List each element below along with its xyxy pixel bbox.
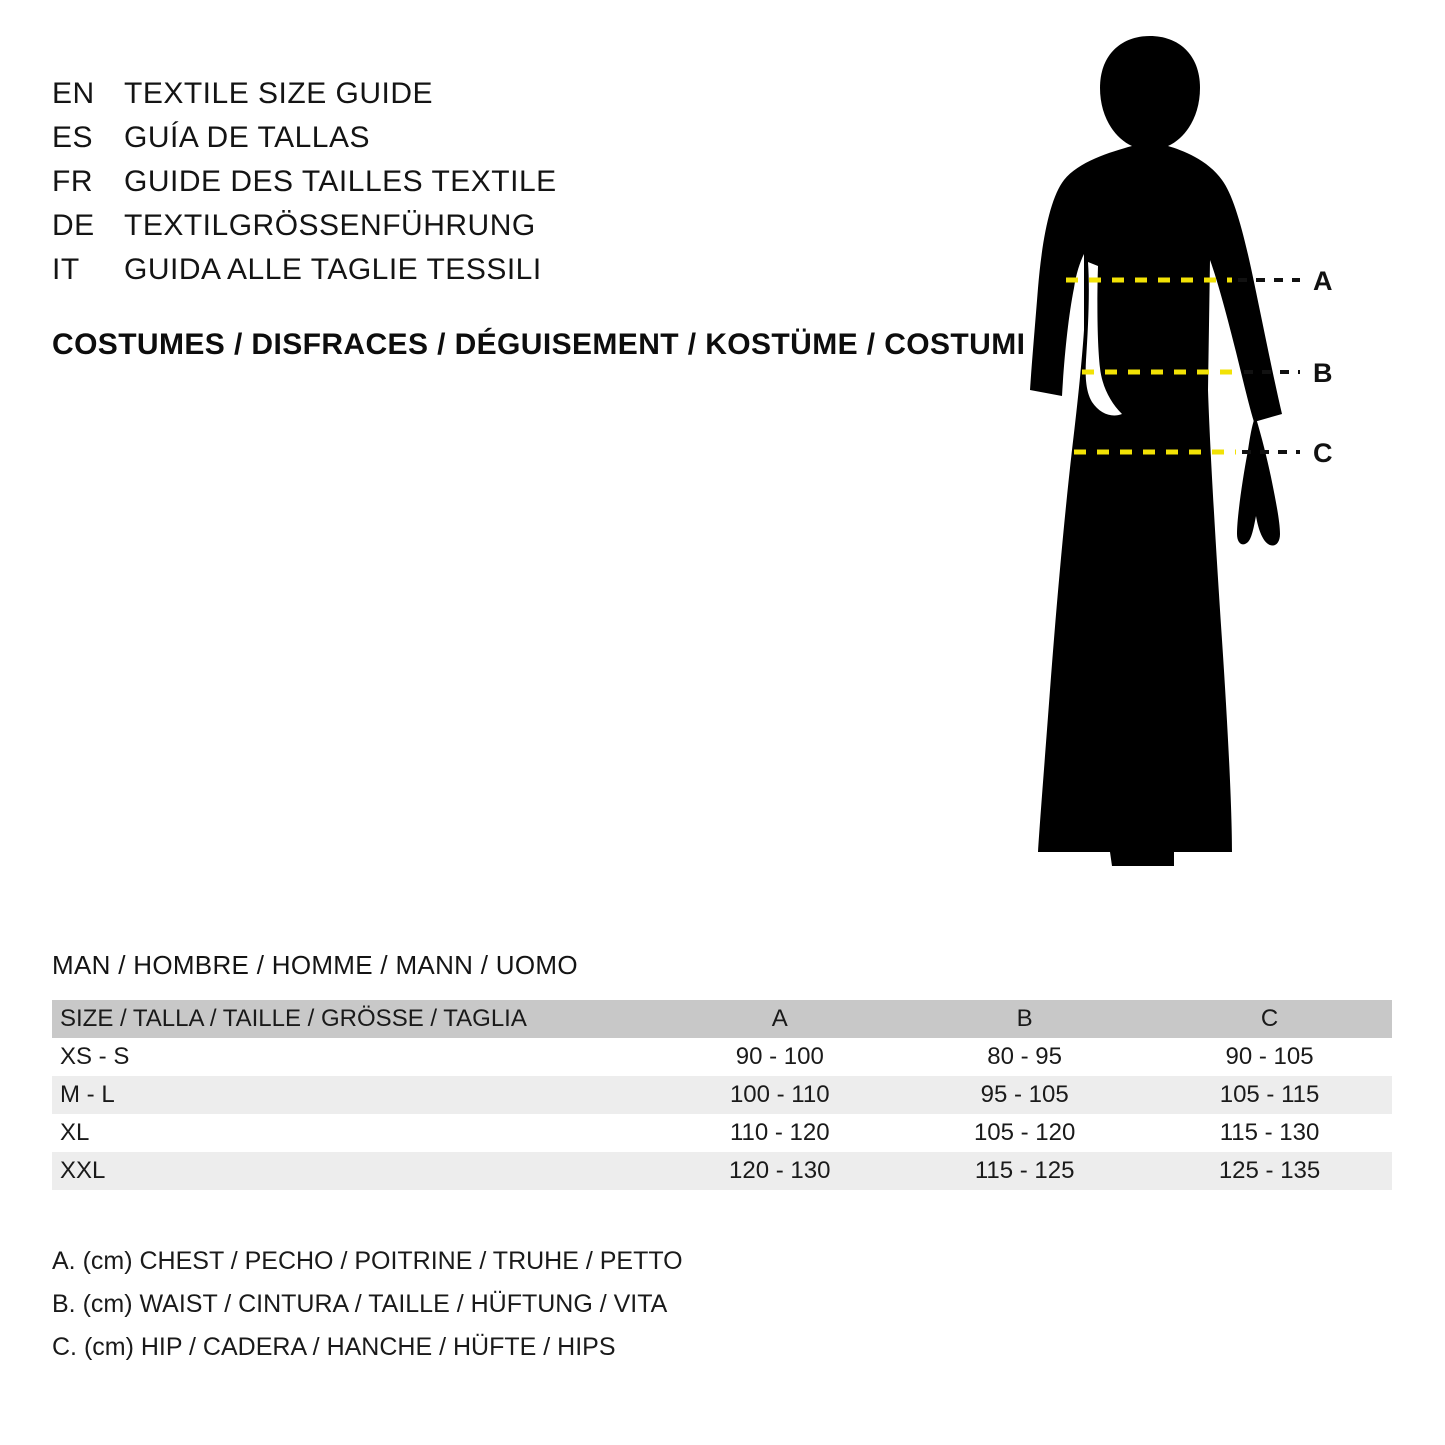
measurement-legend <box>52 1240 683 1369</box>
language-guide-list <box>52 72 972 292</box>
cell-b: 80 - 95 <box>987 1043 1062 1070</box>
cell-c: 105 - 115 <box>1219 1081 1320 1108</box>
language-text-de: TEXTILGRÖSSENFÜHRUNG <box>124 209 536 242</box>
cell-a: 110 - 120 <box>729 1119 830 1146</box>
body-figure <box>960 30 1380 900</box>
cell-c: 115 - 130 <box>1219 1119 1320 1146</box>
language-row-en <box>52 72 972 116</box>
category-title: COSTUMES / DISFRACES / DÉGUISEMENT / KOSTÜME / COSTUMI <box>52 328 1026 361</box>
table-section-title: MAN / HOMBRE / HOMME / MANN / UOMO <box>52 950 578 980</box>
cell-a: 90 - 100 <box>735 1043 824 1070</box>
language-code-es: ES <box>52 121 94 154</box>
cell-b: 115 - 125 <box>974 1157 1075 1184</box>
table-header-row <box>52 1000 1392 1038</box>
cell-c: 90 - 105 <box>1225 1043 1314 1070</box>
cell-size: XS - S <box>60 1043 130 1070</box>
language-row-de <box>52 204 972 248</box>
cell-c: 125 - 135 <box>1218 1157 1321 1184</box>
cell-size: XL <box>60 1119 90 1146</box>
language-code-de: DE <box>52 209 95 242</box>
cell-size: M - L <box>60 1081 115 1108</box>
measure-label-a: A <box>1313 266 1333 296</box>
cell-a: 120 - 130 <box>729 1157 831 1184</box>
cell-a: 100 - 110 <box>729 1081 830 1108</box>
language-text-fr: GUIDE DES TAILLES TEXTILE <box>124 165 557 198</box>
cell-b: 95 - 105 <box>980 1081 1069 1108</box>
table-row <box>52 1114 1392 1152</box>
language-text-es: GUÍA DE TALLAS <box>124 121 370 154</box>
size-table-body <box>52 1038 1392 1190</box>
language-row-es <box>52 116 972 160</box>
cell-b: 105 - 120 <box>973 1119 1076 1146</box>
table-row <box>52 1076 1392 1114</box>
language-code-it: IT <box>52 253 80 286</box>
measure-label-c: C <box>1313 438 1333 468</box>
language-text-en: TEXTILE SIZE GUIDE <box>124 77 434 110</box>
column-header-b: B <box>1016 1005 1033 1032</box>
cell-size: XXL <box>60 1157 106 1184</box>
column-header-size: SIZE / TALLA / TAILLE / GRÖSSE / TAGLIA <box>60 1005 527 1032</box>
language-code-en: EN <box>52 77 95 110</box>
language-row-it <box>52 248 972 292</box>
language-text-it: GUIDA ALLE TAGLIE TESSILI <box>124 253 542 286</box>
size-table-head <box>52 1000 1392 1038</box>
column-header-c: C <box>1260 1005 1279 1032</box>
language-code-fr: FR <box>52 165 93 198</box>
legend-line-b: B. (cm) WAIST / CINTURA / TAILLE / HÜFTUNG / VITA <box>52 1290 668 1318</box>
legend-line-c: C. (cm) HIP / CADERA / HANCHE / HÜFTE / HIPS <box>52 1333 616 1361</box>
measure-label-b: B <box>1313 358 1333 388</box>
language-row-fr <box>52 160 972 204</box>
legend-line-a: A. (cm) CHEST / PECHO / POITRINE / TRUHE / PETTO <box>52 1247 683 1275</box>
size-table <box>52 1000 1392 1190</box>
table-row <box>52 1038 1392 1076</box>
table-row <box>52 1152 1392 1190</box>
column-header-a: A <box>771 1005 788 1032</box>
